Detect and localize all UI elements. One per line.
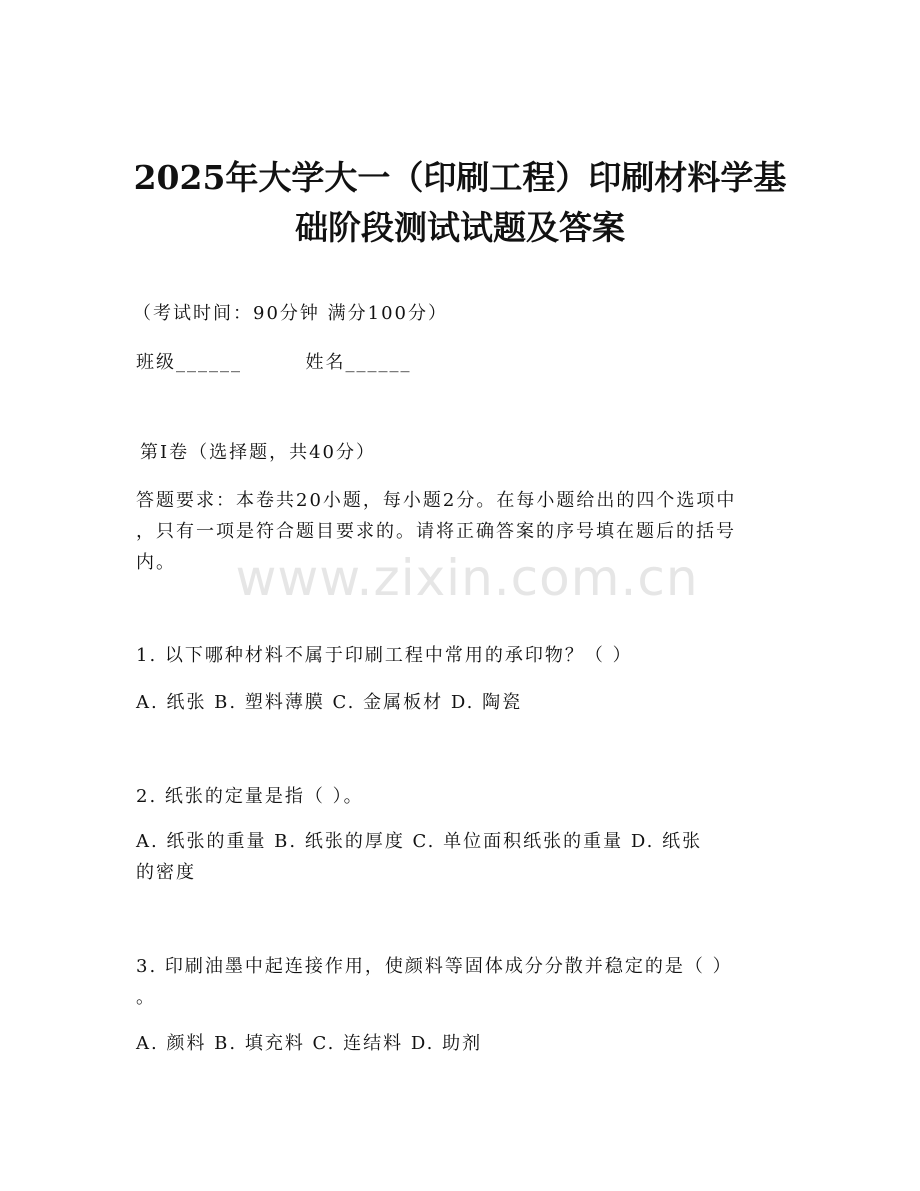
watermark: www.zixin.com.cn (235, 549, 699, 607)
question-1-options: A. 纸张 B. 塑料薄膜 C. 金属板材 D. 陶瓷 (136, 692, 523, 713)
question-3-options: A. 颜料 B. 填充料 C. 连结料 D. 助剂 (136, 1033, 483, 1054)
question-3-stem-line-1: 3. 印刷油墨中起连接作用，使颜料等固体成分分散并稳定的是（ ） (136, 956, 733, 977)
question-2-stem: 2. 纸张的定量是指（ ）。 (136, 786, 364, 807)
question-2-options-line-2: 的密度 (136, 862, 196, 883)
question-1-stem: 1. 以下哪种材料不属于印刷工程中常用的承印物？（ ） (136, 645, 633, 666)
document-title-line-1: 2025年大学大一（印刷工程）印刷材料学基 (133, 158, 787, 197)
instructions-line-3: 内。 (136, 552, 176, 573)
document-title-line-2: 础阶段测试试题及答案 (295, 208, 625, 247)
class-label: 班级______ (136, 352, 242, 373)
exam-info: （考试时间：90分钟 满分100分） (133, 303, 448, 324)
instructions-line-2: ，只有一项是符合题目要求的。请将正确答案的序号填在题后的括号 (136, 521, 736, 542)
section-title: 第I卷（选择题，共40分） (140, 442, 377, 463)
question-3-stem-line-2: 。 (136, 987, 156, 1008)
name-label: 姓名______ (305, 352, 412, 373)
instructions-line-1: 答题要求：本卷共20小题，每小题2分。在每小题给出的四个选项中 (136, 490, 737, 511)
question-2-options-line-1: A. 纸张的重量 B. 纸张的厚度 C. 单位面积纸张的重量 D. 纸张 (136, 831, 703, 852)
student-info-row (136, 350, 786, 376)
